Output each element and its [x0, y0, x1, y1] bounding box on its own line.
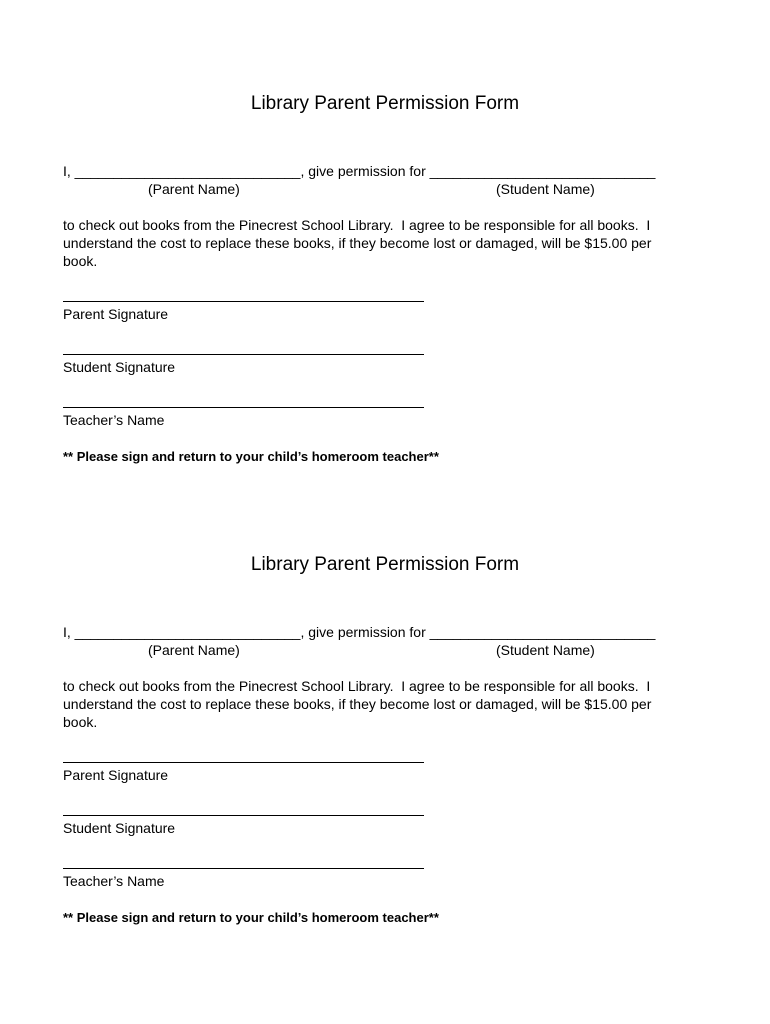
agreement-paragraph: [63, 216, 713, 270]
agreement-line: understand the cost to replace these books, if they become lost or damaged, will be $15.00 per: [63, 235, 652, 251]
student-signature-line: [63, 354, 424, 355]
form-title: Library Parent Permission Form: [250, 554, 520, 575]
return-notice: ** Please sign and return to your child’s homeroom teacher**: [63, 910, 439, 925]
student-name-caption: (Student Name): [496, 181, 595, 197]
form-title: Library Parent Permission Form: [250, 93, 520, 114]
return-notice: ** Please sign and return to your child’s homeroom teacher**: [63, 449, 439, 464]
student-name-caption: (Student Name): [496, 642, 595, 658]
parent-signature-line: [63, 301, 424, 302]
permission-statement-line: I, _____________________________, give permission for _____________________________: [63, 163, 656, 179]
teacher-name-label: Teacher’s Name: [63, 412, 165, 428]
student-signature-label: Student Signature: [63, 359, 176, 375]
teacher-name-line: [63, 407, 424, 408]
agreement-line: book.: [63, 253, 98, 269]
parent-signature-line: [63, 762, 424, 763]
agreement-line: book.: [63, 714, 98, 730]
teacher-name-line: [63, 868, 424, 869]
teacher-name-label: Teacher’s Name: [63, 873, 165, 889]
parent-signature-label: Parent Signature: [63, 306, 169, 322]
parent-signature-label: Parent Signature: [63, 767, 169, 783]
parent-name-caption: (Parent Name): [148, 642, 240, 658]
agreement-paragraph: [63, 677, 713, 731]
agreement-line: to check out books from the Pinecrest School Library. I agree to be responsible for all books. I: [63, 678, 651, 694]
student-signature-label: Student Signature: [63, 820, 176, 836]
permission-statement-line: I, _____________________________, give permission for _____________________________: [63, 624, 656, 640]
parent-name-caption: (Parent Name): [148, 181, 240, 197]
agreement-line: to check out books from the Pinecrest School Library. I agree to be responsible for all books. I: [63, 217, 651, 233]
student-signature-line: [63, 815, 424, 816]
agreement-line: understand the cost to replace these books, if they become lost or damaged, will be $15.00 per: [63, 696, 652, 712]
